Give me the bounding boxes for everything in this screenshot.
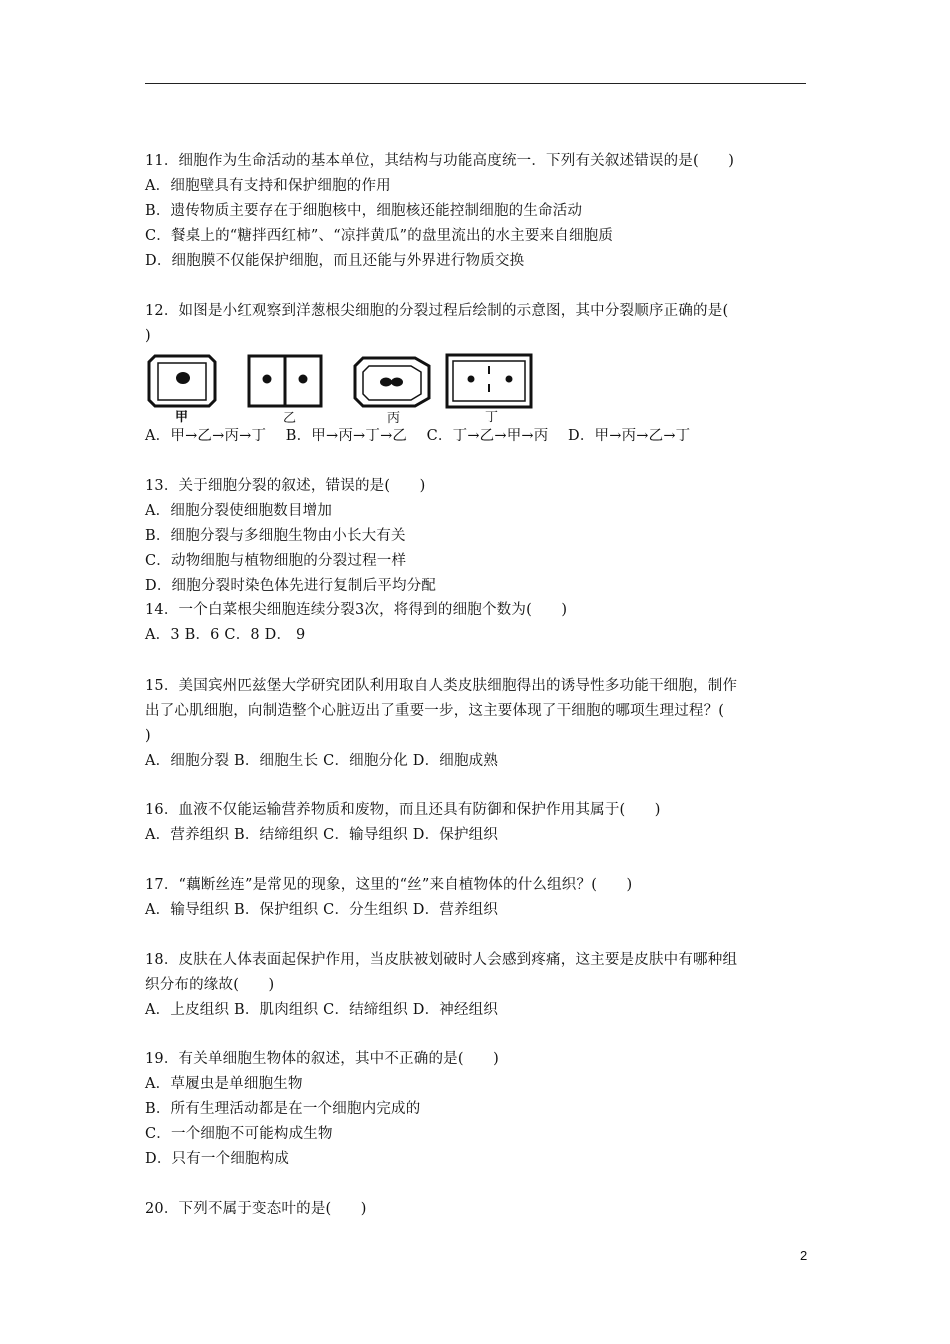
q19-stem: 19．有关单细胞生物体的叙述，其中不正确的是( ) — [145, 1051, 499, 1067]
q17-stem: 17．“藕断丝连”是常见的现象，这里的“丝”来自植物体的什么组织？( ) — [145, 877, 633, 893]
nucleus-yi-right — [299, 375, 308, 384]
q14-options: A．3 B．6 C．8 D． 9 — [145, 627, 306, 643]
q19-option-c: C．一个细胞不可能构成生物 — [145, 1126, 333, 1142]
q11-option-b: B．遗传物质主要存在于细胞核中，细胞核还能控制细胞的生命活动 — [145, 203, 583, 219]
q11-option-d: D．细胞膜不仅能保护细胞，而且还能与外界进行物质交换 — [145, 253, 525, 269]
nucleus-yi-left — [263, 375, 272, 384]
q13-option-b: B．细胞分裂与多细胞生物由小长大有关 — [145, 528, 406, 544]
fig-label-yi: 乙 — [283, 411, 297, 426]
q13-stem: 13．关于细胞分裂的叙述，错误的是( ) — [145, 478, 426, 494]
q15-stem-cont2: ) — [145, 728, 151, 744]
q18-stem-cont: 织分布的缘故( ) — [145, 977, 275, 993]
q12-stem: 12．如图是小红观察到洋葱根尖细胞的分裂过程后绘制的示意图，其中分裂顺序正确的是( — [145, 303, 729, 319]
page-number: 2 — [800, 1248, 808, 1263]
q17-options: A．输导组织 B．保护组织 C．分生组织 D．营养组织 — [145, 902, 499, 918]
q18-stem: 18．皮肤在人体表面起保护作用，当皮肤被划破时人会感到疼痛，这主要是皮肤中有哪种组 — [145, 952, 738, 968]
q19-option-d: D．只有一个细胞构成 — [145, 1151, 290, 1167]
fig-label-bing: 丙 — [387, 411, 401, 426]
nucleus-bing-right — [391, 378, 403, 387]
q13-option-c: C．动物细胞与植物细胞的分裂过程一样 — [145, 553, 407, 569]
q19-option-b: B．所有生理活动都是在一个细胞内完成的 — [145, 1101, 421, 1117]
q16-stem: 16．血液不仅能运输营养物质和废物，而且还具有防御和保护作用其属于( ) — [145, 802, 661, 818]
nucleus-bing-left — [380, 378, 392, 387]
q16-options: A．营养组织 B．结缔组织 C．输导组织 D．保护组织 — [145, 827, 499, 843]
q19-option-a: A．草履虫是单细胞生物 — [145, 1076, 303, 1092]
q13-option-a: A．细胞分裂使细胞数目增加 — [145, 503, 333, 519]
fig-label-ding: 丁 — [485, 410, 499, 425]
q15-stem: 15．美国宾州匹兹堡大学研究团队利用取自人类皮肤细胞得出的诱导性多功能干细胞，制作 — [145, 678, 738, 694]
cell-division-figure — [145, 350, 545, 424]
header-rule — [145, 83, 806, 84]
cell-ding — [447, 355, 531, 407]
nucleus-ding-right — [506, 376, 513, 383]
q11-stem: 11．细胞作为生命活动的基本单位，其结构与功能高度统一．下列有关叙述错误的是( ) — [145, 153, 735, 169]
q12-options: A．甲→乙→丙→丁 B．甲→丙→丁→乙 C．丁→乙→甲→丙 D．甲→丙→乙→丁 — [145, 428, 691, 444]
nucleus-jia — [176, 372, 190, 384]
q15-stem-cont: 出了心肌细胞，向制造整个心脏迈出了重要一步，这主要体现了干细胞的哪项生理过程？( — [145, 703, 725, 719]
q11-option-a: A．细胞壁具有支持和保护细胞的作用 — [145, 178, 391, 194]
ding-plate-bottom — [488, 384, 490, 392]
fig-label-jia: 甲 — [175, 410, 189, 425]
ding-plate-top — [488, 366, 490, 374]
q11-option-c: C．餐桌上的“糖拌西红柿”、“凉拌黄瓜”的盘里流出的水主要来自细胞质 — [145, 228, 614, 244]
q13-option-d: D．细胞分裂时染色体先进行复制后平均分配 — [145, 578, 437, 594]
nucleus-ding-left — [468, 376, 475, 383]
q14-stem: 14．一个白菜根尖细胞连续分裂3次，将得到的细胞个数为( ) — [145, 602, 568, 618]
q20-stem: 20．下列不属于变态叶的是( ) — [145, 1201, 367, 1217]
q18-options: A．上皮组织 B．肌肉组织 C．结缔组织 D．神经组织 — [145, 1002, 499, 1018]
q15-options: A．细胞分裂 B．细胞生长 C．细胞分化 D．细胞成熟 — [145, 753, 499, 769]
q12-stem-cont: ) — [145, 328, 151, 344]
